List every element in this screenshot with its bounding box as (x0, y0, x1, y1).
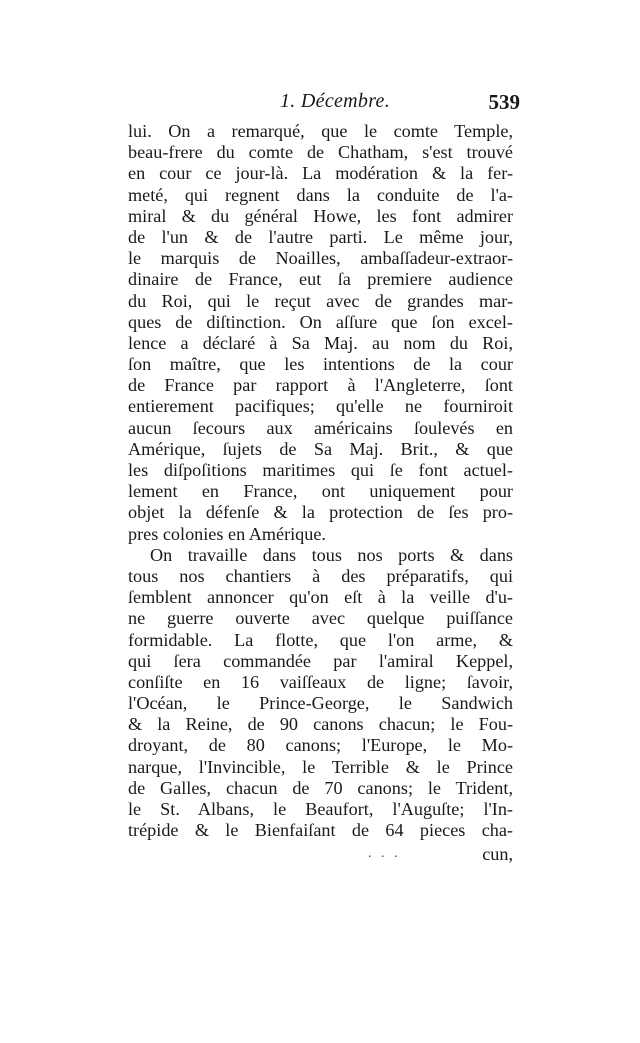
text-line: miral & du général Howe, les font admirer (128, 205, 513, 226)
text-line: dinaire de France, eut ſa premiere audience (128, 269, 513, 290)
text-line: de l'un & de l'autre parti. Le même jour, (128, 226, 513, 247)
text-line: ques de diſtinction. On aſſure que ſon excel- (128, 311, 513, 332)
text-line: entierement pacifiques; qu'elle ne fourniroit (128, 396, 513, 417)
text-line: les diſpoſitions maritimes qui ſe font actuel- (128, 460, 513, 480)
paragraph-start-line: On travaille dans tous nos ports & dans (150, 544, 513, 565)
text-line: ſon maître, que les intentions de la cour (128, 354, 513, 375)
text-line: en cour ce jour-là. La modération & la fer- (128, 163, 513, 184)
text-line: objet la défenſe & la protection de ſes pro- (128, 502, 513, 523)
text-line: formidable. La flotte, que l'on arme, & (128, 629, 513, 650)
text-line: ſemblent annoncer qu'on eſt à la veille d'u- (128, 587, 513, 608)
paragraph-end-line: pres colonies en Amérique. (128, 523, 326, 544)
running-head (270, 90, 520, 120)
text-line: qui ſera commandée par l'amiral Keppel, (128, 650, 513, 671)
text-line: Amérique, ſujets de Sa Maj. Brit., & que (128, 438, 513, 459)
text-line: le St. Albans, le Beaufort, l'Auguſte; l'In- (128, 799, 513, 819)
text-line: l'Océan, le Prince-George, le Sandwich (128, 693, 513, 714)
text-line: lence a déclaré à Sa Maj. au nom du Roi, (128, 332, 513, 353)
catchword: cun, (482, 844, 513, 864)
text-line: lement en France, ont uniquement pour (128, 481, 513, 502)
text-line: ne guerre ouverte avec quelque puiſſance (128, 608, 513, 629)
page-number: 539 (488, 90, 520, 114)
text-line: beau-frere du comte de Chatham, s'est trouvé (128, 142, 513, 163)
text-line: conſiſte en 16 vaiſſeaux de ligne; ſavoir, (128, 671, 513, 692)
text-line: du Roi, qui le reçut avec de grandes mar- (128, 290, 513, 311)
text-line: tous nos chantiers à des préparatifs, qui (128, 565, 513, 586)
text-line: meté, qui regnent dans la conduite de l'a- (128, 184, 513, 205)
text-line: aucun ſecours aux américains ſoulevés en (128, 417, 513, 438)
running-title: 1. Décembre. (280, 90, 391, 112)
text-line: le marquis de Noailles, ambaſſadeur-extraor- (128, 248, 513, 269)
text-line: lui. On a remarqué, que le comte Temple, (128, 121, 513, 141)
text-line: trépide & le Bienfaiſant de 64 pieces cha- (128, 820, 513, 841)
text-line: narque, l'Invincible, le Terrible & le Prince (128, 756, 513, 777)
text-line: de France par rapport à l'Angleterre, ſont (128, 375, 513, 396)
text-line: & la Reine, de 90 canons chacun; le Fou- (128, 714, 513, 735)
body-text (128, 121, 513, 841)
text-line: de Galles, chacun de 70 canons; le Trident, (128, 777, 513, 798)
text-line: droyant, de 80 canons; l'Europe, le Mo- (128, 735, 513, 756)
print-marks: . . . (368, 846, 401, 861)
